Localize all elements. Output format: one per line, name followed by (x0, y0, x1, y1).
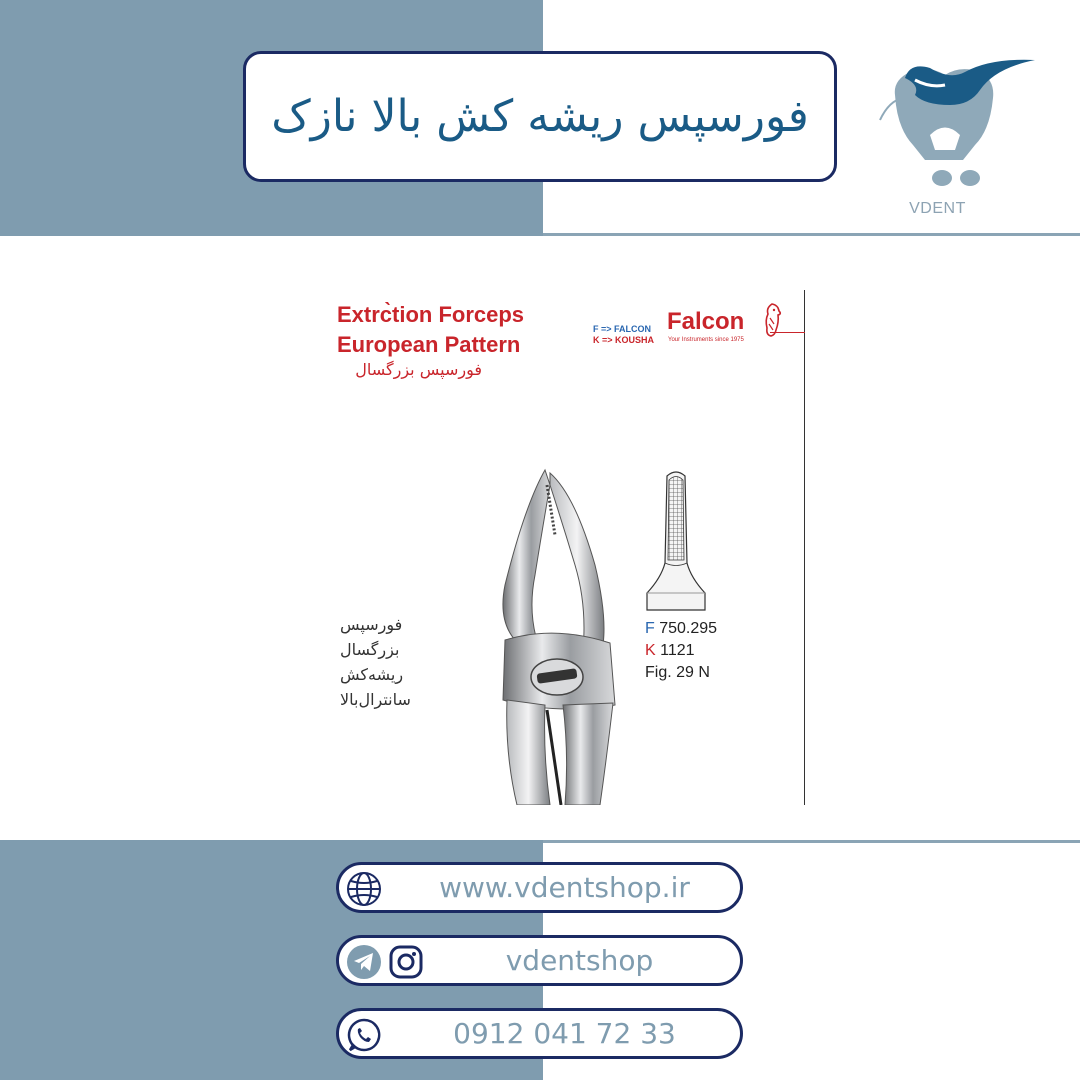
page-title: فورسپس ریشه کش بالا نازک (271, 91, 809, 142)
falcon-brand: Falcon (667, 308, 745, 335)
desc-line: ریشه‌کش (340, 665, 404, 684)
product-title-line2: European Pattern (337, 332, 521, 357)
spec-falcon-code (645, 618, 717, 640)
falcon-tagline: Your Instruments since 1975 (668, 337, 744, 343)
social-handle[interactable]: vdentshop (505, 944, 654, 977)
divider-line (804, 290, 805, 805)
phone-number[interactable]: 0912 041 72 33 (453, 1017, 676, 1050)
spec-k-letter: K (645, 642, 656, 659)
product-subtitle-fa: فورسپس بزرگسال (355, 360, 482, 379)
brand-legend (593, 324, 654, 346)
spec-f-letter: F (645, 620, 655, 637)
beak-diagram-icon (645, 468, 707, 613)
legend-falcon: F => FALCON (593, 324, 652, 334)
logo-caption: VDENT (909, 200, 966, 217)
website-pill[interactable] (336, 862, 743, 913)
vdent-logo (875, 50, 1045, 225)
spec-figure: Fig. 29 N (645, 664, 710, 681)
phone-pill[interactable] (336, 1008, 743, 1059)
legend-kousha: K => KOUSHA (593, 335, 655, 345)
globe-icon (345, 870, 383, 908)
desc-line: فورسپس (340, 615, 403, 634)
desc-line: بزرگسال (340, 640, 400, 659)
telegram-icon (345, 943, 383, 981)
product-title-line1: Extrc̀tion Forceps (337, 302, 525, 327)
title-box (243, 51, 837, 182)
forceps-image (495, 465, 630, 805)
tooth-cart-icon (875, 50, 1045, 200)
spec-k-value: 1121 (660, 642, 695, 659)
website-link[interactable]: www.vdentshop.ir (439, 871, 690, 904)
desc-line: سانترال‌بالا (340, 690, 411, 709)
spec-kousha-code (645, 640, 717, 662)
falcon-bird-icon (761, 302, 783, 338)
product-description-fa (340, 612, 460, 712)
product-spec (645, 618, 717, 684)
product-card (330, 290, 810, 805)
instagram-icon (387, 943, 425, 981)
spec-f-value: 750.295 (659, 620, 718, 637)
whatsapp-icon (345, 1016, 383, 1054)
social-pill[interactable] (336, 935, 743, 986)
